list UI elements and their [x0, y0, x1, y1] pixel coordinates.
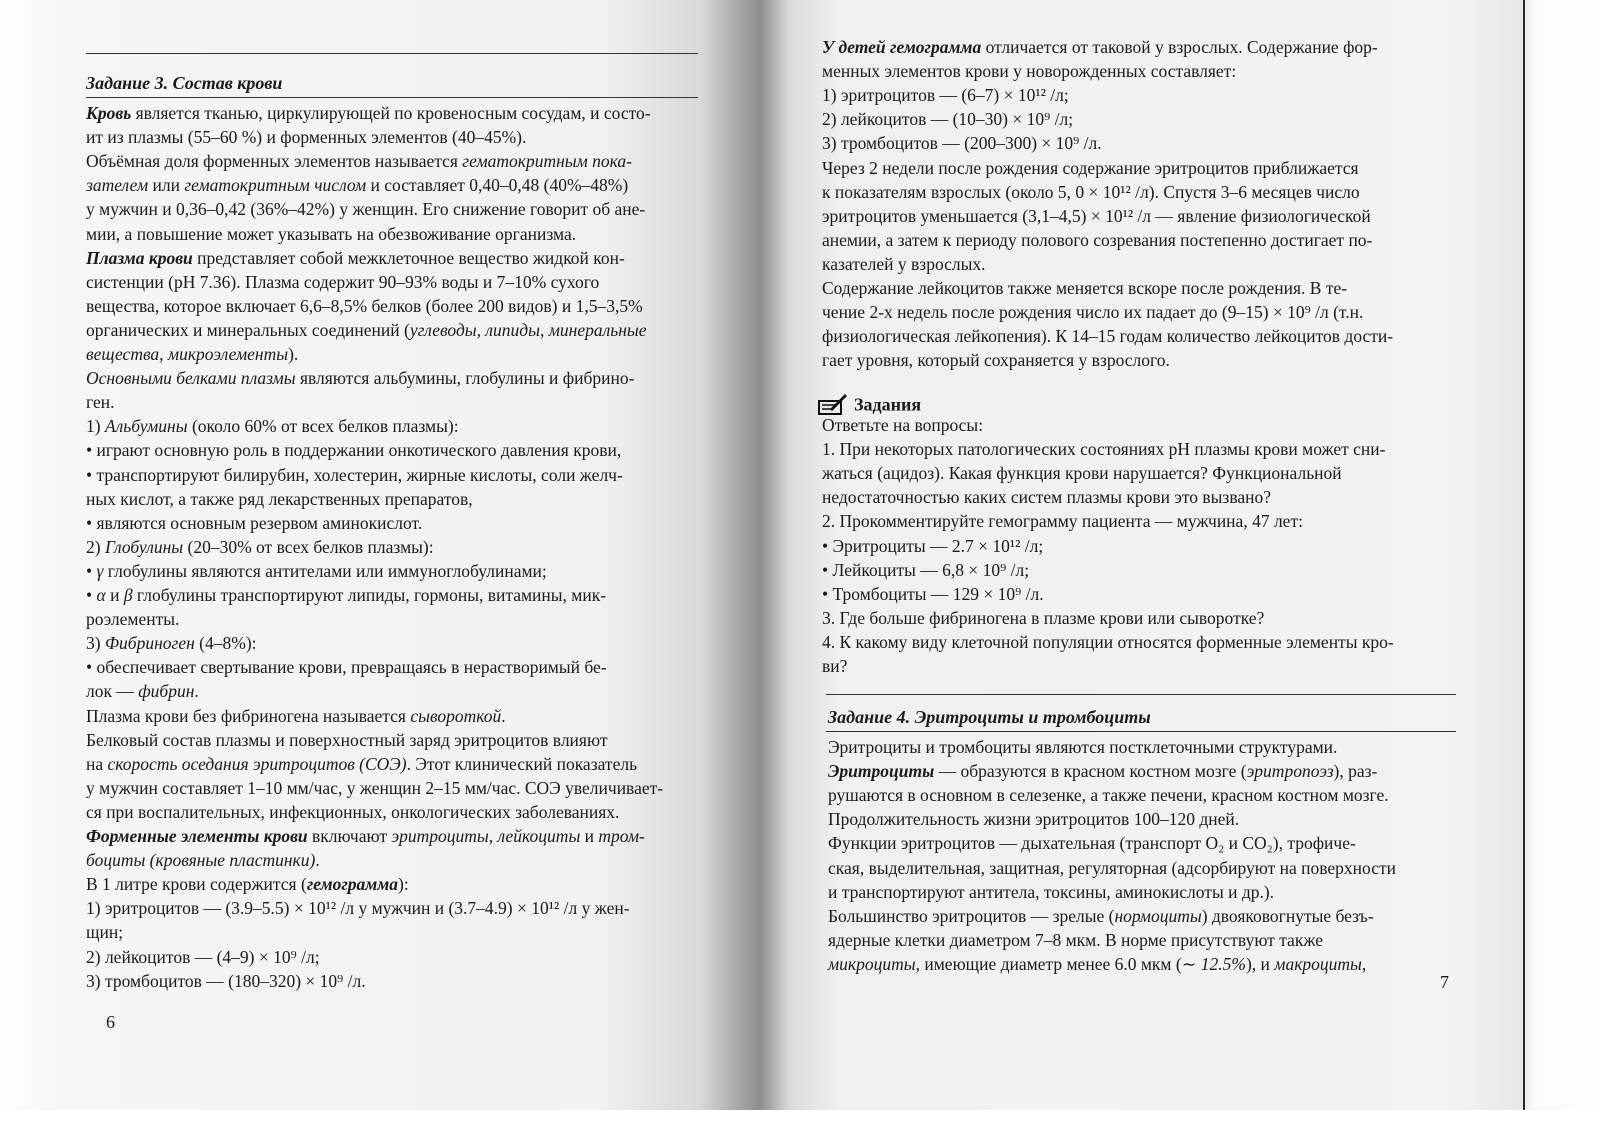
- text-run: гематокритным пока-: [462, 151, 632, 172]
- text-line: [822, 108, 1073, 130]
- text-line: [822, 583, 1044, 605]
- text-line: [828, 929, 1323, 951]
- text-run: (20–30% от всех белков плазмы):: [183, 536, 434, 557]
- text-run: глобулины транспортируют липиды, гормоны, витамины, мик-: [132, 585, 607, 605]
- text-line: [86, 391, 114, 413]
- text-run: Фибриноген: [104, 633, 195, 654]
- text-run: , имеющие диаметр менее 6.0 мкм (: [915, 953, 1182, 974]
- text-run: .: [315, 850, 320, 871]
- text-run: эритропоэз: [1246, 761, 1334, 782]
- text-run: Альбумины: [104, 416, 188, 437]
- text-run: Продолжительность жизни эритроцитов 100–120 дней.: [828, 809, 1240, 830]
- text-line: [86, 295, 643, 317]
- text-run: .: [194, 681, 199, 702]
- text-run: Большинство эритроцитов — зрелые (: [828, 905, 1115, 926]
- text-run: сывороткой: [410, 705, 502, 726]
- text-run: .: [501, 705, 506, 726]
- text-run: • Лейкоциты — 6,8 × 10⁹ /л;: [822, 559, 1030, 580]
- text-run: (около 60% от всех белков плазмы):: [187, 416, 459, 437]
- text-line: [822, 205, 1371, 227]
- text-run: • являются основным резервом аминокислот.: [86, 512, 423, 533]
- text-run: ных кислот, а также ряд лекарственных препаратов,: [86, 488, 473, 509]
- text-line: [86, 970, 366, 992]
- text-line: [86, 921, 123, 943]
- text-run: рушаются в основном в селезенке, а также печени, красном костном мозге.: [828, 785, 1389, 806]
- text-line: [86, 705, 506, 727]
- text-line: [86, 680, 199, 702]
- text-line: [822, 229, 1372, 251]
- text-run: 2): [86, 536, 105, 557]
- text-line: [822, 84, 1069, 106]
- text-run: Плазма крови: [86, 247, 193, 268]
- text-run: 1. При некоторых патологических состояниях pH плазмы крови может сни-: [822, 439, 1386, 460]
- text-line: [86, 464, 623, 486]
- text-run: эритроциты, лейкоциты: [391, 826, 581, 846]
- text-line: [86, 488, 473, 510]
- text-run: • Эритроциты — 2.7 × 10¹² /л;: [822, 535, 1044, 556]
- text-line: [86, 946, 320, 968]
- text-run: 1) эритроцитов — (3.9–5.5) × 10¹² /л у мужчин и (3.7–4.9) × 10¹² /л у жен-: [86, 898, 630, 919]
- text-run: . Этот клинический показатель: [406, 753, 638, 774]
- text-line: [86, 729, 607, 751]
- text-run: Форменные элементы крови: [86, 826, 308, 846]
- text-run: эритроцитов уменьшается (3,1–4,5) × 10¹² /л — явление физиологической: [822, 205, 1371, 226]
- text-run: Кровь: [86, 103, 132, 123]
- text-run: гемограмма: [306, 874, 399, 895]
- text-run: систенции (pH 7.36). Плазма содержит 90–93% воды и 7–10% сухого: [86, 271, 600, 292]
- text-run: γ: [96, 560, 104, 581]
- text-line: [86, 801, 619, 823]
- text-line: [86, 608, 179, 630]
- text-line: [86, 439, 621, 461]
- text-line: [828, 881, 1274, 903]
- text-line: [828, 905, 1374, 927]
- text-line: [822, 462, 1342, 484]
- text-run: 1) эритроцитов — (6–7) × 10¹² /л;: [822, 85, 1069, 106]
- text-run: макроциты: [1274, 953, 1362, 974]
- text-line: [822, 438, 1385, 460]
- text-line: [86, 897, 630, 919]
- text-line: [822, 486, 1271, 508]
- text-run: Через 2 недели после рождения содержание эритроцитов приближается: [822, 157, 1359, 178]
- text-run: Ответьте на вопросы:: [822, 415, 984, 435]
- text-line: [86, 343, 298, 365]
- text-run: Содержание лейкоцитов также меняется вскоре после рождения. В те-: [822, 278, 1348, 298]
- text-run: ∼ 12.5%: [1181, 953, 1246, 974]
- text-run: и транспортируют антитела, токсины, аминокислоты и др.).: [828, 881, 1275, 902]
- text-run: β: [123, 585, 133, 605]
- text-run: у мужчин составляет 1–10 мм/час, у женщин 2–15 мм/час. СОЭ увеличивает-: [86, 777, 664, 798]
- text-run: зателем: [86, 175, 149, 196]
- text-run: 3) тромбоцитов — (200–300) × 10⁹ /л.: [822, 133, 1102, 154]
- text-run: ви?: [822, 656, 848, 676]
- text-run: ,: [1361, 953, 1367, 974]
- section-title-task-4: Задание 4. Эритроциты и тромбоциты: [828, 707, 1151, 727]
- text-run: — образуются в красном костном мозге (: [934, 761, 1247, 782]
- text-run: и: [105, 585, 124, 605]
- text-run: углеводы, липиды, минеральные: [409, 319, 647, 340]
- text-run: Белковый состав плазмы и поверхностный заряд эритроцитов влияют: [86, 729, 608, 750]
- text-run: отличается от таковой у взрослых. Содержание фор-: [981, 37, 1378, 57]
- text-line: [86, 777, 663, 799]
- text-run: физиологическая лейкопения). К 14–15 годам количество лейкоцитов дости-: [822, 326, 1394, 347]
- text-run: (4–8%):: [194, 633, 257, 654]
- text-run: • Тромбоциты — 129 × 10⁹ /л.: [822, 583, 1044, 604]
- text-run: •: [86, 560, 97, 581]
- text-run: ).: [288, 344, 299, 364]
- text-line: [86, 825, 645, 847]
- text-run: ), раз-: [1333, 761, 1378, 782]
- text-run: • играют основную роль в поддержании онкотического давления крови,: [86, 440, 622, 461]
- text-line: [86, 753, 637, 775]
- text-run: нормоциты: [1114, 905, 1202, 926]
- text-run: менных элементов крови у новорожденных составляет:: [822, 61, 1237, 82]
- text-run: щин;: [86, 922, 124, 943]
- text-run: мии, а повышение может указывать на обезвоживание организма.: [86, 223, 577, 244]
- text-run: У детей гемограмма: [822, 37, 982, 57]
- text-run: боциты (кровяные пластинки): [86, 850, 316, 871]
- text-run: или: [148, 175, 185, 196]
- text-run: • обеспечивает свертывание крови, превращаясь в нерастворимый бе-: [86, 657, 607, 678]
- text-run: ) двояковогнутые безъ-: [1201, 905, 1374, 926]
- text-line: [86, 174, 628, 196]
- page-edge-line: [1523, 0, 1525, 1132]
- text-run: 3): [86, 633, 105, 654]
- page-number-right: 7: [1440, 972, 1449, 992]
- text-run: 3) тромбоцитов — (180–320) × 10⁹ /л.: [86, 970, 366, 991]
- text-line: [822, 655, 847, 677]
- section-bottom-rule: [86, 97, 698, 98]
- section-bottom-rule-right: [826, 731, 1456, 732]
- text-run: 3. Где больше фибриногена в плазме крови или сыворотке?: [822, 607, 1265, 628]
- text-line: [822, 301, 1363, 323]
- text-line: [86, 198, 645, 220]
- text-run: Глобулины: [104, 536, 184, 557]
- text-run: ит из плазмы (55–60 %) и форменных элементов (40–45%).: [86, 127, 527, 148]
- text-run: жаться (ацидоз). Какая функция крови нарушается? Функциональной: [822, 463, 1342, 484]
- text-line: [822, 325, 1393, 347]
- text-run: являются альбумины, глобулины и фибрино-: [295, 368, 635, 389]
- text-run: казателей у взрослых.: [822, 253, 986, 274]
- section-top-rule: [86, 53, 698, 54]
- text-run: Эритроциты и тромбоциты являются постклеточными структурами.: [828, 737, 1338, 757]
- text-line: [86, 271, 599, 293]
- text-run: глобулины являются антителами или иммуноглобулинами;: [103, 560, 547, 581]
- text-run: Плазма крови без фибриногена называется: [86, 705, 411, 726]
- text-line: [86, 632, 257, 654]
- text-run: • транспортируют билирубин, холестерин, жирные кислоты, соли желч-: [86, 464, 623, 485]
- text-line: [822, 36, 1378, 58]
- text-run: и: [580, 826, 599, 846]
- text-run: чение 2-х недель после рождения число их падает до (9–15) × 10⁹ /л (т.н.: [822, 302, 1364, 323]
- text-line: [86, 102, 651, 124]
- section-top-rule-right: [826, 694, 1456, 695]
- text-line: [822, 132, 1102, 154]
- text-line: [822, 349, 1170, 371]
- text-run: гематокритным числом: [184, 175, 367, 196]
- text-line: [86, 584, 606, 606]
- text-run: ), и: [1245, 953, 1275, 974]
- text-run: и составляет 0,40–0,48 (40%–48%): [366, 175, 629, 196]
- text-line: [86, 536, 434, 558]
- text-run: роэлементы.: [86, 609, 180, 630]
- text-line: [822, 277, 1347, 299]
- text-line: [822, 607, 1264, 629]
- text-line: [86, 512, 422, 534]
- text-run: 2) лейкоцитов — (4–9) × 10⁹ /л;: [86, 946, 320, 967]
- text-line: [822, 559, 1029, 581]
- text-line: [86, 247, 625, 269]
- text-line: [86, 367, 634, 389]
- tasks-title: Задания: [854, 394, 922, 415]
- text-run: вещества, которое включает 6,6–8,5% белков (более 200 видов) и 1,5–3,5%: [86, 295, 643, 316]
- text-run: тром-: [598, 826, 645, 846]
- text-line: [828, 857, 1396, 879]
- text-run: вещества, микроэлементы: [86, 344, 289, 364]
- text-run: •: [86, 585, 97, 605]
- section-title-task-3: Задание 3. Состав крови: [86, 73, 283, 93]
- text-line: [828, 784, 1389, 806]
- text-line: [822, 181, 1360, 203]
- text-run: 2) лейкоцитов — (10–30) × 10⁹ /л;: [822, 109, 1074, 130]
- text-run: представляет собой межклеточное вещество жидкой кон-: [192, 247, 625, 268]
- text-run: Основными белками плазмы: [86, 368, 296, 389]
- text-run: 1): [86, 416, 105, 437]
- text-run: α: [96, 585, 106, 605]
- text-line: [86, 560, 547, 582]
- text-run: анемии, а затем к периоду полового созревания постепенно достигает по-: [822, 229, 1373, 250]
- text-line: [822, 414, 983, 436]
- text-run: 4. К какому виду клеточной популяции относятся форменные элементы кро-: [822, 631, 1394, 652]
- text-line: [828, 736, 1337, 758]
- text-line: [822, 157, 1359, 179]
- text-run: органических и минеральных соединений (: [86, 319, 410, 340]
- text-line: [828, 808, 1239, 830]
- text-line: [86, 873, 409, 895]
- text-run: к показателям взрослых (около 5, 0 × 10¹² /л). Спустя 3–6 месяцев число: [822, 181, 1360, 202]
- text-line: [86, 223, 576, 245]
- text-line: [86, 126, 526, 148]
- text-run: скорость оседания эритроцитов (СОЭ): [107, 753, 407, 774]
- text-line: [822, 535, 1043, 557]
- text-run: микроциты: [828, 953, 916, 974]
- text-line: [86, 656, 607, 678]
- text-run: является тканью, циркулирующей по кровеносным сосудам, и состо-: [131, 103, 651, 123]
- text-run: у мужчин и 0,36–0,42 (36%–42%) у женщин. Его снижение говорит об ане-: [86, 199, 646, 220]
- text-run: ):: [398, 874, 409, 895]
- text-run: на: [86, 753, 108, 774]
- text-line: [86, 319, 647, 341]
- text-line: [822, 631, 1394, 653]
- text-line: [822, 510, 1303, 532]
- text-line: [828, 760, 1377, 782]
- text-run: Функции эритроцитов — дыхательная (транспорт O₂ и CO₂), трофиче-: [828, 833, 1356, 854]
- text-run: недостаточностью каких систем плазмы крови это вызвано?: [822, 487, 1272, 508]
- text-run: 2. Прокомментируйте гемограмму пациента — мужчина, 47 лет:: [822, 511, 1303, 532]
- text-line: [86, 150, 632, 172]
- text-run: Эритроциты: [828, 761, 935, 782]
- text-line: [828, 832, 1356, 854]
- text-run: фибрин: [138, 681, 195, 702]
- text-run: ген.: [86, 392, 115, 413]
- text-run: ядерные клетки диаметром 7–8 мкм. В норме присутствуют также: [828, 929, 1323, 950]
- text-run: Объёмная доля форменных элементов называется: [86, 151, 463, 172]
- page-number-left: 6: [106, 1012, 115, 1032]
- text-line: [86, 849, 320, 871]
- text-run: лок —: [86, 681, 139, 702]
- text-run: ся при воспалительных, инфекционных, онкологических заболеваниях.: [86, 801, 620, 822]
- text-line: [86, 415, 459, 437]
- text-run: В 1 литре крови содержится (: [86, 874, 307, 895]
- text-line: [822, 253, 986, 275]
- text-run: включают: [307, 826, 392, 846]
- text-line: [828, 953, 1366, 975]
- text-run: ская, выделительная, защитная, регуляторная (адсорбируют на поверхности: [828, 857, 1397, 878]
- scan-bottom-margin: [0, 1110, 1601, 1132]
- text-line: [822, 60, 1236, 82]
- text-run: гает уровня, который сохраняется у взрослого.: [822, 350, 1170, 371]
